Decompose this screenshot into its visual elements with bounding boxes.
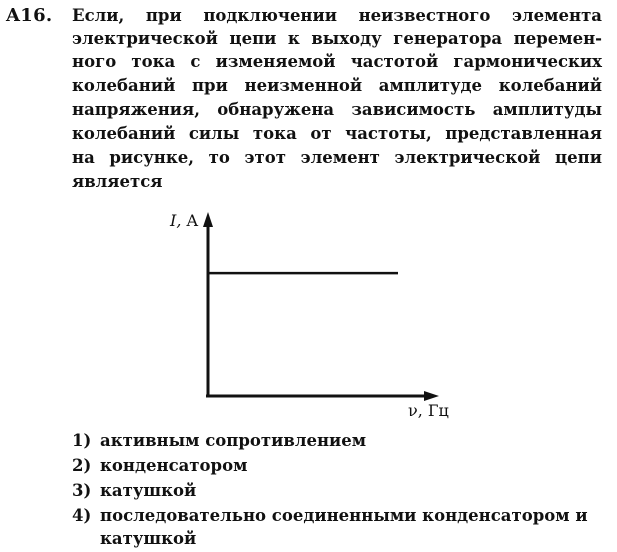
x-axis-label: ν, Гц [408,401,449,420]
question-text-line: колебаний силы тока от частоты, представленная [72,124,602,143]
answer-option-4-continuation: катушкой [100,529,197,548]
question-text-line: Если, при подключении неизвестного элемента [72,6,602,25]
question-text-line: напряжения, обнаружена зависимость амплитуды [72,100,602,119]
option-text: катушкой [100,481,197,500]
option-number: 2) [72,456,92,475]
y-axis-arrow [203,212,213,227]
option-text: последовательно соединенными конденсатором и [100,506,588,525]
answer-option-3[interactable] [72,479,196,503]
question-text-line: на рисунке, то этот элемент электрической цепи [72,148,602,167]
option-text: активным сопротивлением [100,431,367,450]
y-axis-label [170,211,198,230]
y-axis-unit: A [181,211,199,230]
question-text-line: электрической цепи к выходу генератора перемен- [72,29,602,48]
answer-option-1[interactable] [72,429,366,453]
option-text: конденсатором [100,456,248,475]
x-axis-arrow [424,391,439,401]
question-text-line: ного тока с изменяемой частотой гармонических [72,52,602,71]
question-text-line: колебаний при неизменной амплитуде колебаний [72,76,602,95]
question-text-line: является [72,172,163,191]
option-number: 4) [72,506,92,525]
answer-option-2[interactable] [72,454,247,478]
option-number: 3) [72,481,92,500]
question-number: A16. [6,5,53,26]
answer-option-4[interactable] [72,504,588,528]
option-number: 1) [72,431,92,450]
y-axis-symbol: I, [170,211,182,230]
